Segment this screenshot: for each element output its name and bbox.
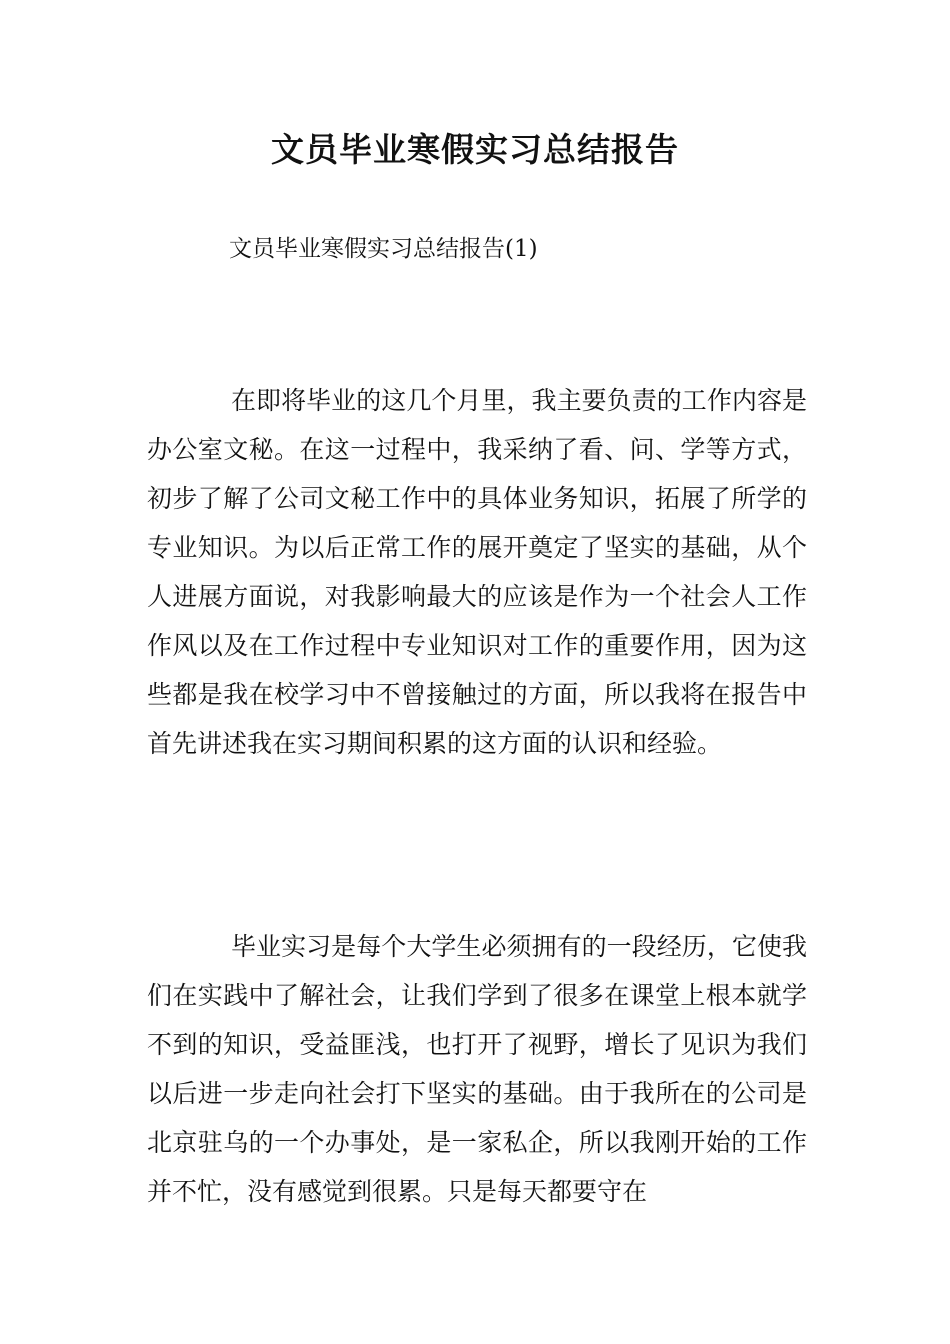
paragraph-2: 毕业实习是每个大学生必须拥有的一段经历，它使我们在实践中了解社会，让我们学到了很多在课堂上根本就学不到的知识，受益匪浅，也打开了视野，增长了见识为我们以后进一步走向社会打下坚实的基础。由于我所在的公司是北京驻乌的一个办事处，是一家私企，所以我刚开始的工作并不忙，没有感觉到很累。只是每天都要守在 xyxy=(147,932,807,1206)
paragraph-1: 在即将毕业的这几个月里，我主要负责的工作内容是办公室文秘。在这一过程中，我采纳了看、问、学等方式，初步了解了公司文秘工作中的具体业务知识，拓展了所学的专业知识。为以后正常工作的展开奠定了坚实的基础，从个人进展方面说，对我影响最大的应该是作为一个社会人工作作风以及在工作过程中专业知识对工作的重要作用，因为这些都是我在校学习中不曾接触过的方面，所以我将在报告中首先讲述我在实习期间积累的这方面的认识和经验。 xyxy=(147,386,807,758)
document-title: 文员毕业寒假实习总结报告 xyxy=(271,130,679,169)
document-subtitle: 文员毕业寒假实习总结报告(1) xyxy=(229,236,538,262)
